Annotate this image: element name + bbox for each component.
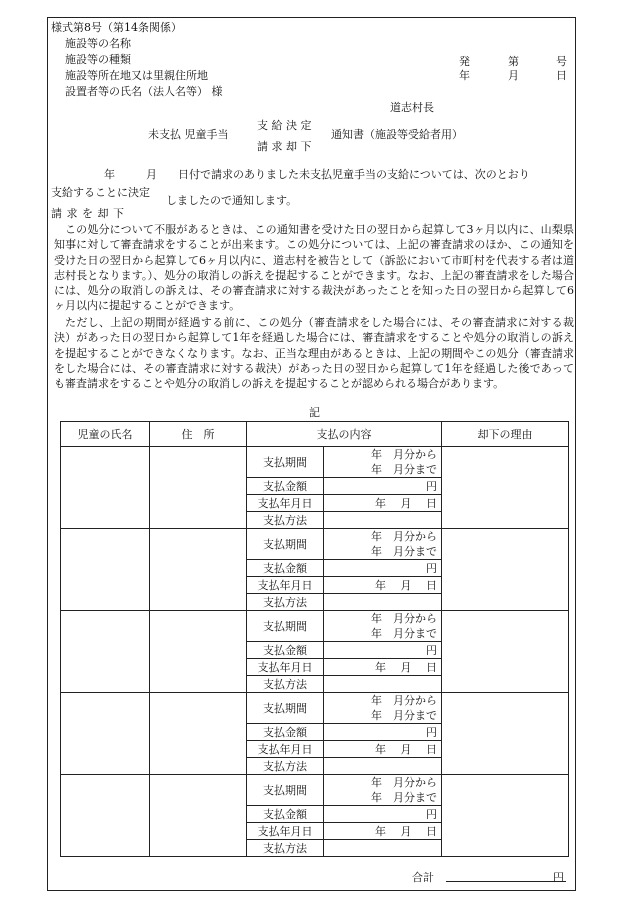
method-label: 支払方法	[247, 840, 324, 857]
issue-dai: 第	[508, 55, 519, 68]
amount-value[interactable]: 円	[324, 724, 442, 741]
period-from: 年 月分から	[371, 530, 437, 543]
intro-month: 月	[146, 168, 157, 181]
address-cell[interactable]	[150, 611, 247, 693]
pay-date-value[interactable]: 年 月 日	[324, 741, 442, 758]
amount-label: 支払金額	[247, 724, 324, 741]
amount-value[interactable]: 円	[324, 478, 442, 495]
pay-date-label: 支払年月日	[247, 577, 324, 594]
issue-prefix: 発	[459, 55, 470, 68]
address-cell[interactable]	[150, 529, 247, 611]
child-name-cell[interactable]	[61, 447, 150, 529]
child-name-cell[interactable]	[61, 529, 150, 611]
header-child-name: 児童の氏名	[61, 422, 150, 447]
date-day: 日	[556, 69, 567, 82]
period-value[interactable]	[324, 529, 442, 560]
payment-table	[60, 421, 569, 857]
total-label: 合計	[412, 871, 434, 884]
period-label: 支払期間	[247, 611, 324, 642]
amount-value[interactable]: 円	[324, 806, 442, 823]
pay-date-label: 支払年月日	[247, 741, 324, 758]
date-month: 月	[508, 69, 519, 82]
method-value[interactable]	[324, 840, 442, 857]
pay-date-value[interactable]: 年 月 日	[324, 659, 442, 676]
amount-label: 支払金額	[247, 806, 324, 823]
pay-date-label: 支払年月日	[247, 495, 324, 512]
period-from: 年 月分から	[371, 694, 437, 707]
intro-year: 年	[104, 168, 115, 181]
address-cell[interactable]	[150, 447, 247, 529]
period-from: 年 月分から	[371, 448, 437, 461]
period-label: 支払期間	[247, 447, 324, 478]
reject-reason-cell[interactable]	[442, 775, 569, 857]
period-from: 年 月分から	[371, 776, 437, 789]
child-name-cell[interactable]	[61, 611, 150, 693]
pay-date-value[interactable]: 年 月 日	[324, 495, 442, 512]
title-option-decision: 支 給 決 定	[257, 119, 312, 132]
child-name-cell[interactable]	[61, 693, 150, 775]
reject-reason-cell[interactable]	[442, 529, 569, 611]
date-year: 年	[459, 69, 470, 82]
founder-name-label: 設置者等の氏名（法人名等） 様	[65, 85, 223, 98]
issuer-name: 道志村長	[390, 101, 434, 114]
table-header-row	[61, 422, 569, 447]
period-to: 年 月分まで	[371, 545, 437, 558]
period-value[interactable]	[324, 611, 442, 642]
period-value[interactable]	[324, 775, 442, 806]
method-value[interactable]	[324, 512, 442, 529]
child-name-cell[interactable]	[61, 775, 150, 857]
reject-reason-cell[interactable]	[442, 611, 569, 693]
address-cell[interactable]	[150, 775, 247, 857]
method-label: 支払方法	[247, 594, 324, 611]
table-row	[61, 693, 569, 724]
period-to: 年 月分まで	[371, 463, 437, 476]
intro-option-reject: 請 求 を 却 下	[51, 207, 125, 220]
intro-option-approve: 支給することに決定	[51, 186, 150, 199]
table-row	[61, 529, 569, 560]
facility-name-label: 施設等の名称	[65, 37, 131, 50]
title-prefix: 未支払 児童手当	[148, 128, 229, 141]
header-reject-reason: 却下の理由	[442, 422, 569, 447]
amount-label: 支払金額	[247, 478, 324, 495]
pay-date-value[interactable]: 年 月 日	[324, 577, 442, 594]
period-label: 支払期間	[247, 529, 324, 560]
period-to: 年 月分まで	[371, 627, 437, 640]
intro-text-2: しましたので通知します。	[166, 194, 298, 207]
amount-label: 支払金額	[247, 560, 324, 577]
pay-date-label: 支払年月日	[247, 823, 324, 840]
method-value[interactable]	[324, 676, 442, 693]
facility-address-label: 施設等所在地又は里親住所地	[65, 69, 208, 82]
period-value[interactable]	[324, 447, 442, 478]
table-row	[61, 611, 569, 642]
total-underline	[446, 881, 566, 882]
reject-reason-cell[interactable]	[442, 447, 569, 529]
period-label: 支払期間	[247, 693, 324, 724]
title-suffix: 通知書（施設等受給者用）	[331, 128, 463, 141]
period-to: 年 月分まで	[371, 709, 437, 722]
method-label: 支払方法	[247, 676, 324, 693]
period-to: 年 月分まで	[371, 791, 437, 804]
table-row	[61, 447, 569, 478]
method-label: 支払方法	[247, 758, 324, 775]
intro-text-1: 日付で請求のありました未支払児童手当の支給については、次のとおり	[178, 168, 530, 181]
period-from: 年 月分から	[371, 612, 437, 625]
form-number: 様式第8号（第14条関係）	[51, 21, 182, 34]
title-option-reject: 請 求 却 下	[257, 140, 312, 153]
facility-type-label: 施設等の種類	[65, 53, 131, 66]
header-payment-content: 支払の内容	[247, 422, 442, 447]
method-value[interactable]	[324, 758, 442, 775]
pay-date-label: 支払年月日	[247, 659, 324, 676]
method-value[interactable]	[324, 594, 442, 611]
header-address: 住 所	[150, 422, 247, 447]
total-unit: 円	[553, 871, 564, 884]
notice-paragraph-1: この処分について不服があるときは、この通知書を受けた日の翌日から起算して3ヶ月以内に、山梨県知事に対して審査請求をすることが出来ます。この処分については、上記の審査請求のほか、この通知を受けた日の翌日から起算して6ヶ月以内に、道志村を被告として（訴訟において市町村を代表する者は道志村長となります。）、処分の取消しの訴えを提起することができます。なお、上記の審査請求をした場合には、処分の取消しの訴えは、その審査請求に対する裁決があったことを知った日の翌日から起算して6ヶ月以内に提起することができます。	[54, 223, 574, 313]
period-label: 支払期間	[247, 775, 324, 806]
ki-heading: 記	[309, 406, 320, 419]
issue-go: 号	[556, 55, 567, 68]
table-row	[61, 775, 569, 806]
amount-value[interactable]: 円	[324, 560, 442, 577]
method-label: 支払方法	[247, 512, 324, 529]
pay-date-value[interactable]: 年 月 日	[324, 823, 442, 840]
amount-value[interactable]: 円	[324, 642, 442, 659]
amount-label: 支払金額	[247, 642, 324, 659]
notice-paragraph-2: ただし、上記の期間が経過する前に、この処分（審査請求をした場合には、その審査請求に対する裁決）があった日の翌日から起算して1年を経過した場合には、審査請求をすることや処分の取消しの訴えを提起することができなくなります。なお、正当な理由があるときは、上記の期間やこの処分（審査請求をした場合には、その審査請求に対する裁決）があった日の翌日から起算して1年を経過した後であっても審査請求をすることや処分の取消しの訴えを提起することが認められる場合があります。	[54, 316, 574, 391]
period-value[interactable]	[324, 693, 442, 724]
address-cell[interactable]	[150, 693, 247, 775]
reject-reason-cell[interactable]	[442, 693, 569, 775]
